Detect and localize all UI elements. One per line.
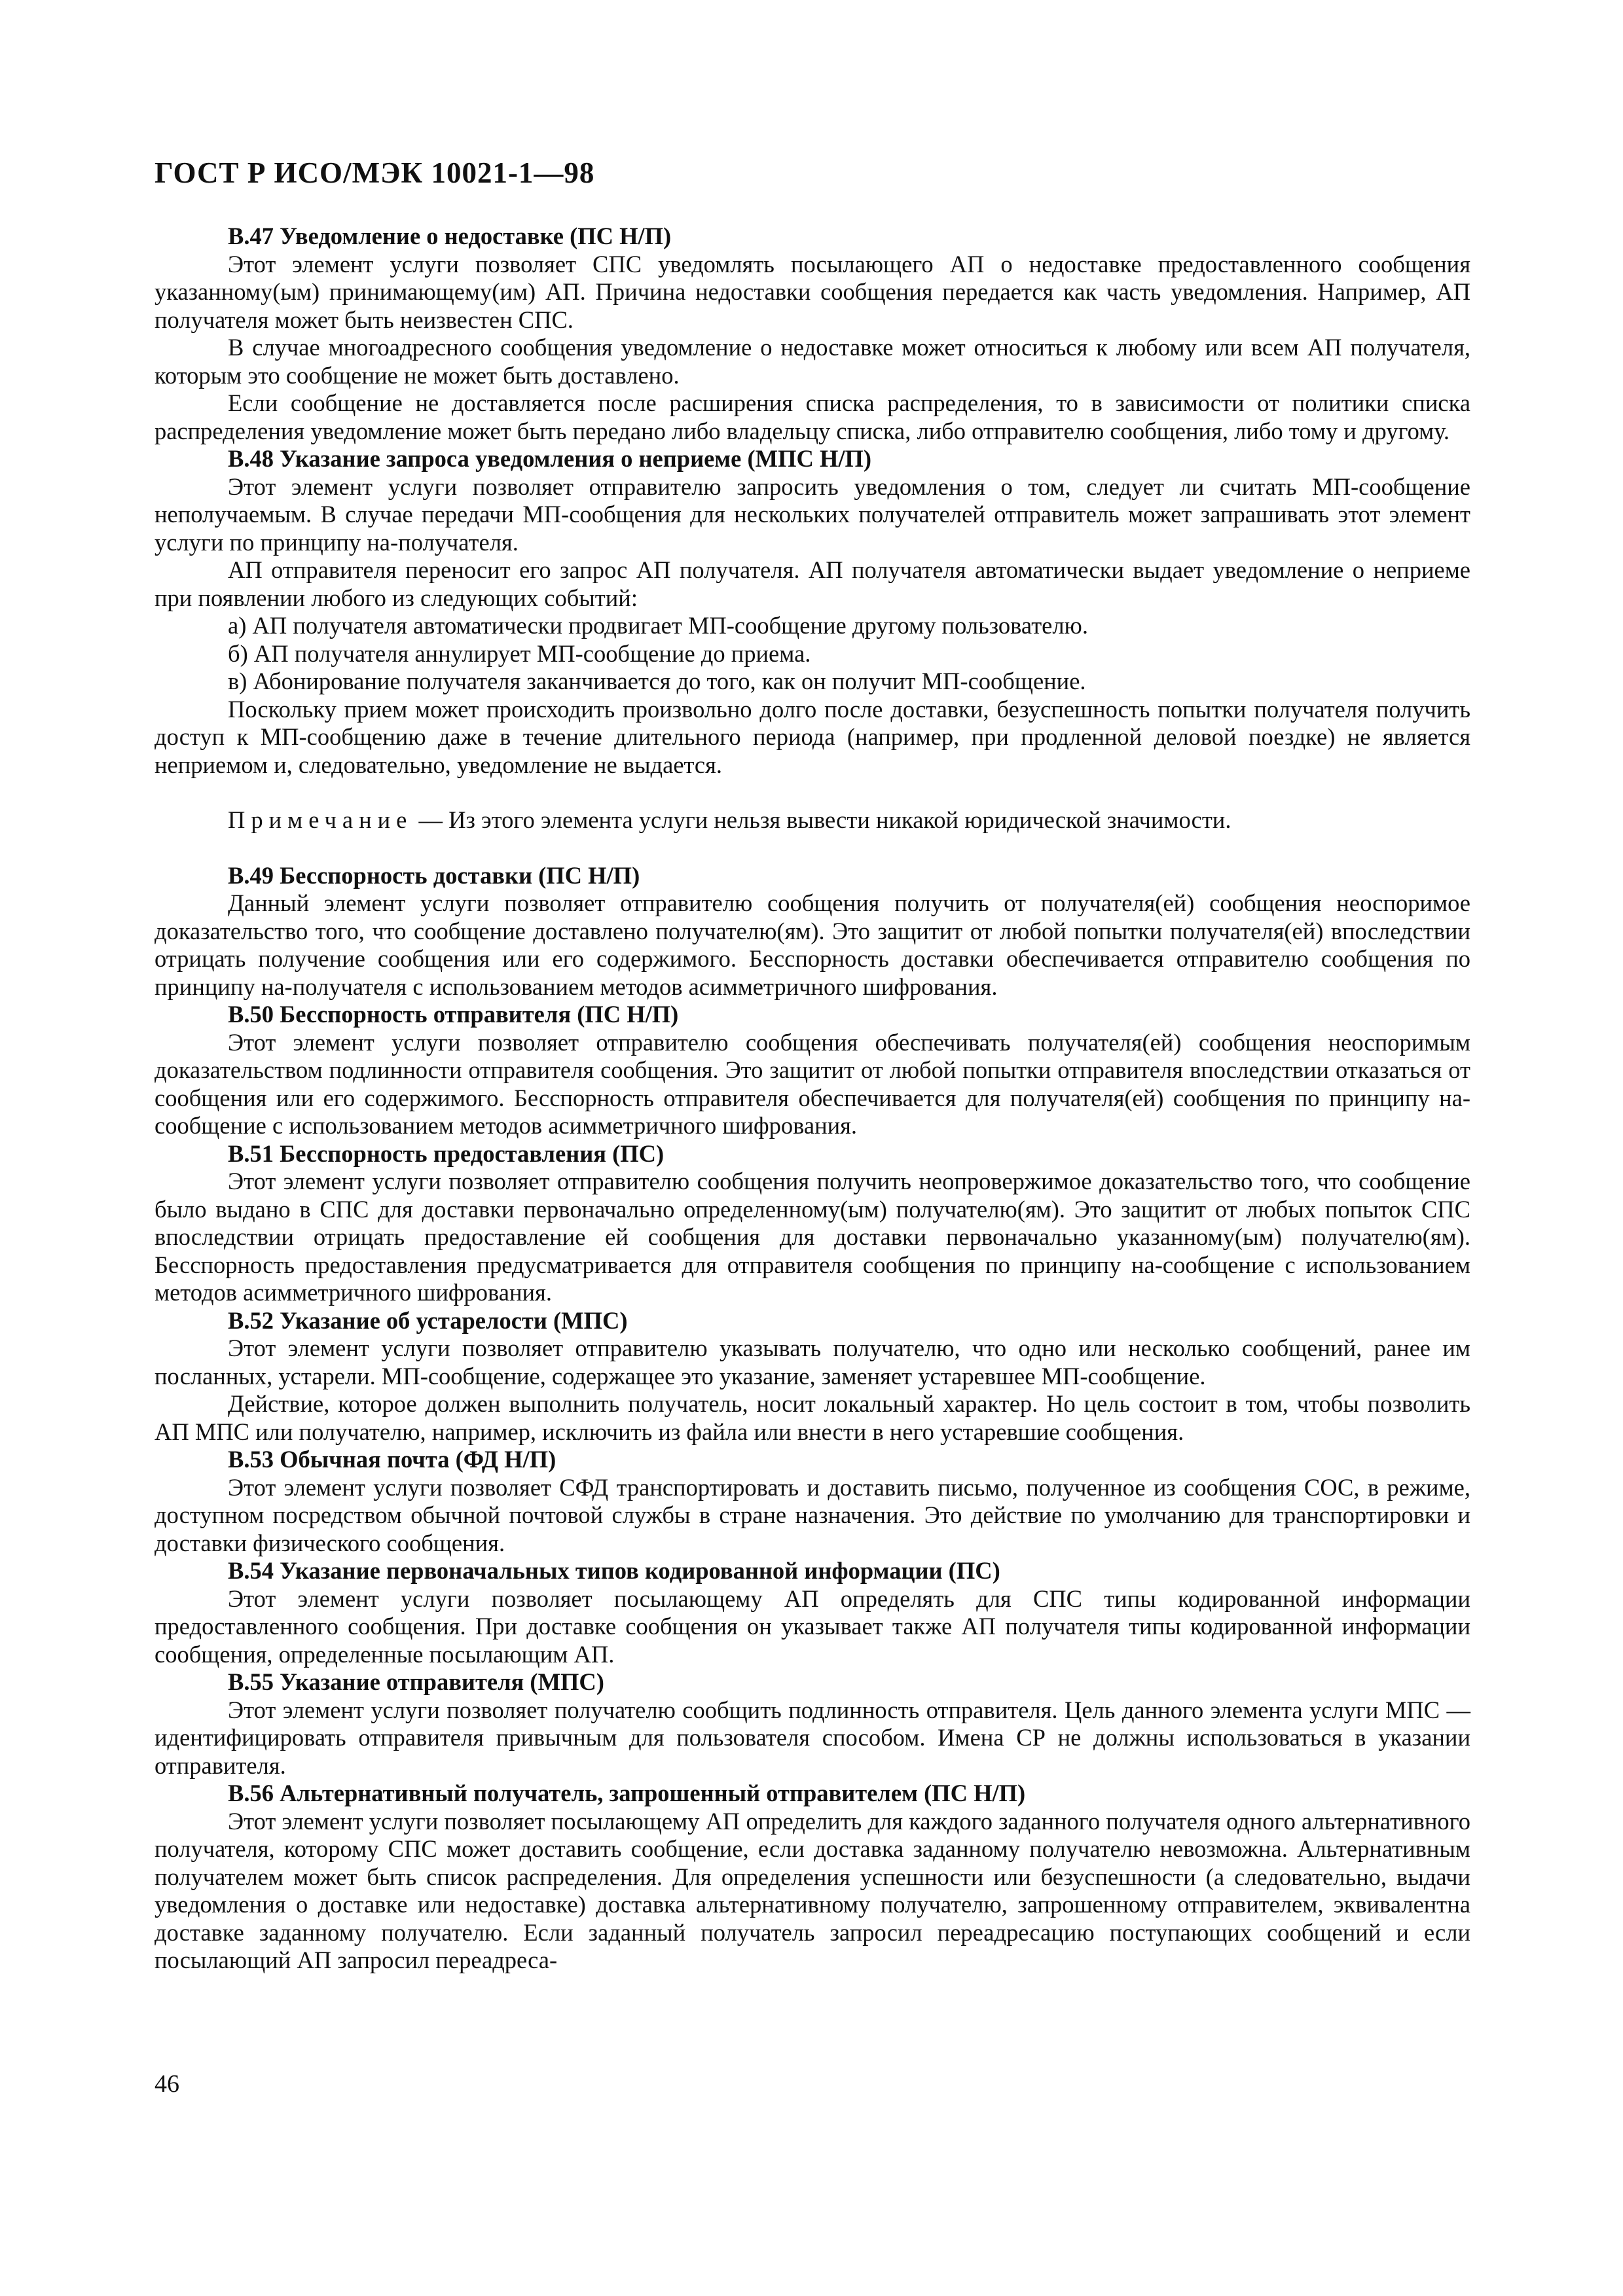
paragraph: Этот элемент услуги позволяет посылающему АП определять для СПС типы кодированной информации предоставленного сообщения. При доставке сообщения он указывает также АП получателя типы кодированной информации сообщения, определенные посылающим АП. (155, 1585, 1470, 1668)
note-label: Примечание (228, 806, 413, 833)
paragraph: В случае многоадресного сообщения уведомление о недоставке может относиться к любому или всем АП получателя, которым это сообщение не может быть доставлено. (155, 334, 1470, 389)
paragraph: Этот элемент услуги позволяет отправителю сообщения обеспечивать получателя(ей) сообщения неоспоримым доказательством подлинности отправителя сообщения. Это защитит от любой попытки отправителя впоследствии отказаться от сообщения или его содержимого. Бесспорность отправителя обеспечивается для получателя(ей) сообщения по принципу на-сообщение с использованием методов асимметричного шифрования. (155, 1028, 1470, 1139)
paragraph: Поскольку прием может происходить произвольно долго после доставки, безуспешность попытки получателя получить доступ к МП-сообщению даже в течение длительного периода (например, при продленной деловой поездке) не является неприемом и, следовательно, уведомление не выдается. (155, 695, 1470, 778)
paragraph: АП отправителя переносит его запрос АП получателя. АП получателя автоматически выдает уведомление о неприеме при появлении любого из следующих событий: (155, 556, 1470, 611)
page-number: 46 (155, 2070, 179, 2098)
paragraph: Этот элемент услуги позволяет отправителю указывать получателю, что одно или несколько сообщений, ранее им посланных, устарели. МП-сообщение, содержащее это указание, заменяет устаревшее МП-сообщение. (155, 1335, 1470, 1390)
section-heading-b55: В.55 Указание отправителя (МПС) (228, 1668, 604, 1695)
section-heading-b50: В.50 Бесспорность отправителя (ПС Н/П) (228, 1001, 679, 1028)
section-heading-b49: В.49 Бесспорность доставки (ПС Н/П) (228, 861, 640, 889)
paragraph: Этот элемент услуги позволяет отправителю запросить уведомления о том, следует ли считать МП-сообщение неполучаемым. В случае передачи МП-сообщения для нескольких получателей отправитель может запрашивать этот элемент услуги по принципу на-получателя. (155, 473, 1470, 556)
paragraph: Этот элемент услуги позволяет СФД транспортировать и доставить письмо, полученное из сообщения СОС, в режиме, доступном посредством обычной почтовой службы в стране назначения. Это действие по умолчанию для транспортировки и доставки физического сообщения. (155, 1473, 1470, 1556)
note (155, 806, 1470, 834)
running-header: ГОСТ Р ИСО/МЭК 10021-1—98 (155, 156, 595, 189)
paragraph: Этот элемент услуги позволяет посылающему АП определить для каждого заданного получателя одного альтернативного получателя, которому СПС может доставить сообщение, если доставка заданному получателю невозможна. Альтернативным получателем может быть список распределения. Для определения успешности или безуспешности (а следовательно, выдачи уведомления о доставке или недоставке) доставка альтернативному получателю, запрошенному отправителем, эквивалентна доставке заданному получателю. Если заданный получатель запросил переадресацию поступающих сообщений и если посылающий АП запросил переадреса- (155, 1807, 1470, 1973)
paragraph: Действие, которое должен выполнить получатель, носит локальный характер. Но цель состоит в том, чтобы позволить АП МПС или получателю, например, исключить из файла или внести в него устаревшие сообщения. (155, 1390, 1470, 1445)
section-heading-b48: В.48 Указание запроса уведомления о неприеме (МПС Н/П) (228, 445, 872, 472)
paragraph: Данный элемент услуги позволяет отправителю сообщения получить от получателя(ей) сообщения неоспоримое доказательство того, что сообщение доставлено получателю(ям). Это защитит от любой попытки получателя(ей) впоследствии отрицать получение сообщения или его содержимого. Бесспорность доставки обеспечивается отправителю сообщения по принципу на-получателя с использованием методов асимметричного шифрования. (155, 889, 1470, 1000)
section-heading-b54: В.54 Указание первоначальных типов кодированной информации (ПС) (228, 1557, 1000, 1584)
paragraph: Этот элемент услуги позволяет отправителю сообщения получить неопровержимое доказательство того, что сообщение было выдано в СПС для доставки первоначально определенному(ым) получателю(ям). Это защитит от любых попыток СПС впоследствии отрицать предоставление ей сообщения для доставки первоначально указанному(ым) получателю(ям). Бесспорность предоставления предусматривается для отправителя сообщения по принципу на-сообщение с использованием методов асимметричного шифрования. (155, 1168, 1470, 1306)
paragraph: Если сообщение не доставляется после расширения списка распределения, то в зависимости от политики списка распределения уведомление может быть передано либо владельцу списка, либо отправителю сообщения, либо тому и другому. (155, 389, 1470, 444)
list-item-b: б) АП получателя аннулирует МП-сообщение до приема. (228, 639, 811, 667)
list-item-a: а) АП получателя автоматически продвигает МП-сообщение другому пользователю. (228, 612, 1088, 639)
paragraph: Этот элемент услуги позволяет СПС уведомлять посылающего АП о недоставке предоставленного сообщения указанному(ым) принимающему(им) АП. Причина недоставки сообщения передается как часть уведомления. Например, АП получателя может быть неизвестен СПС. (155, 250, 1470, 333)
section-heading-b53: В.53 Обычная почта (ФД Н/П) (228, 1446, 556, 1473)
section-heading-b51: В.51 Бесспорность предоставления (ПС) (228, 1139, 665, 1167)
section-heading-b52: В.52 Указание об устарелости (МПС) (228, 1306, 628, 1334)
section-heading-b47: В.47 Уведомление о недоставке (ПС Н/П) (228, 223, 672, 249)
paragraph: Этот элемент услуги позволяет получателю сообщить подлинность отправителя. Цель данного элемента услуги МПС — идентифицировать отправителя привычным для пользователя способом. Имена СР не должны использоваться в указании отправителя. (155, 1696, 1470, 1779)
note-text: — Из этого элемента услуги нельзя вывести никакой юридической значимости. (412, 806, 1231, 833)
list-item-c: в) Абонирование получателя заканчивается до того, как он получит МП-сообщение. (228, 668, 1086, 694)
section-heading-b56: В.56 Альтернативный получатель, запрошенный отправителем (ПС Н/П) (228, 1780, 1026, 1806)
body-text (155, 223, 1470, 1975)
